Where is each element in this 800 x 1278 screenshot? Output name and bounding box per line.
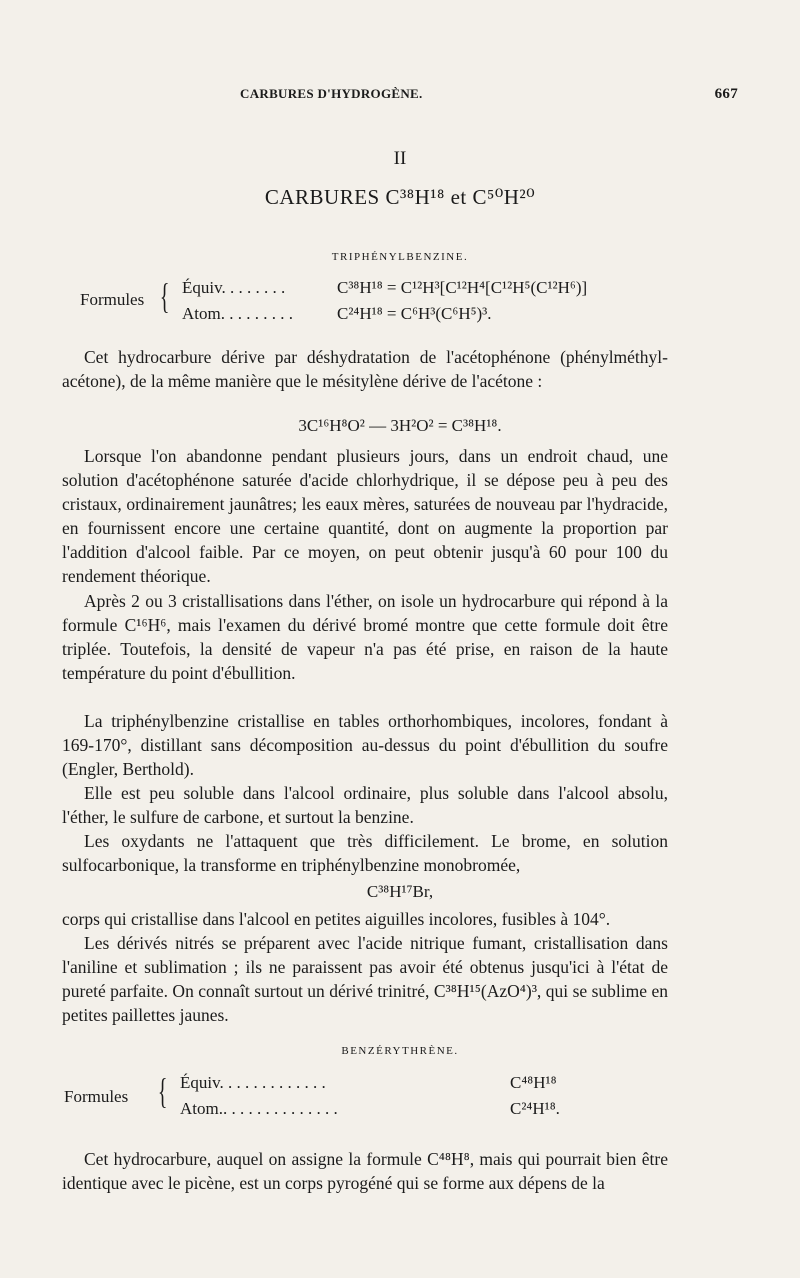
- paragraph-derivation: Cet hydrocarbure dérive par déshydratation de l'acétophénone (phénylméthyl-acétone), de la même manière que le mésitylène dérive de l'acétone :: [62, 347, 668, 391]
- formula-value-equiv: C⁴⁸H¹⁸: [510, 1073, 557, 1092]
- formulas-label: Formules: [80, 290, 145, 309]
- paragraph-properties: La triphénylbenzine cristallise en tables orthorhombiques, incolores, fondant à 169-170°, distillant sans décomposition au-dessus du point d'ébullition du soufre (Engler, Berthold).: [62, 711, 668, 779]
- triphenylbenzine-formulas: [80, 278, 720, 338]
- paragraph-bromo-crystals: corps qui cristallise dans l'alcool en petites aiguilles incolores, fusibles à 104°.: [62, 909, 611, 929]
- paragraph-crystallisation: Après 2 ou 3 cristallisations dans l'éther, on isole un hydrocarbure qui répond à la formule C¹⁶H⁶, mais l'examen du dérivé bromé montre que cette formule doit être triplée. Toutefois, la densité de vapeur n'a pas été prise, en raison de la haute température du point d'ébullition.: [62, 591, 668, 683]
- formula-label-atom: Atom.. . . . . . . . . . . . . .: [180, 1099, 338, 1118]
- formula-label-equiv: Équiv. . . . . . . . . . . . .: [180, 1073, 326, 1092]
- running-title: CARBURES D'HYDROGÈNE.: [240, 86, 423, 101]
- formula-row-atom: [180, 1099, 560, 1119]
- benzerythrene-formulas: [64, 1073, 724, 1129]
- formula-bromo: C³⁸H¹⁷Br,: [366, 882, 434, 901]
- formula-row-equiv: [180, 1073, 557, 1093]
- equation-condensation: 3C¹⁶H⁸O² — 3H²O² = C³⁸H¹⁸.: [298, 416, 502, 435]
- paragraph-benzerythrene: Cet hydrocarbure, auquel on assigne la formule C⁴⁸H⁸, mais qui pourrait bien être identique avec le picène, est un corps pyrogéné qui se forme aux dépens de la: [62, 1149, 668, 1193]
- paragraph-solubility: Elle est peu soluble dans l'alcool ordinaire, plus soluble dans l'alcool absolu, l'éther, le sulfure de carbone, et surtout la benzine.: [62, 783, 668, 827]
- formulas-label: Formules: [64, 1087, 129, 1106]
- paragraph-preparation: Lorsque l'on abandonne pendant plusieurs jours, dans un endroit chaud, une solution d'acétophénone saturée d'acide chlorhydrique, il se dépose peu à peu des cristaux, ordinairement jaunâtres; les eaux mères, saturées de nouveau par l'hydracide, en fournissent encore une certaine quantité, dont on augmente la proportion par l'addition d'alcool faible. Par ce moyen, on peut obtenir jusqu'à 60 pour 100 du rendement théorique.: [62, 446, 668, 586]
- triphenylbenzine-heading: TRIPHÉNYLBENZINE.: [331, 251, 469, 263]
- paragraph-nitro-derivatives: Les dérivés nitrés se préparent avec l'acide nitrique fumant, cristallisation dans l'aniline et sublimation ; ils ne paraissent pas avoir été obtenus jusqu'ici à l'état de pureté parfaite. On connaît surtout un dérivé trinitré, C³⁸H¹⁵(AzO⁴)³, qui se sublime en petites paillettes jaunes.: [62, 933, 668, 1025]
- section-title: CARBURES C³⁸H¹⁸ et C⁵⁰H²⁰: [264, 185, 536, 209]
- section-number: II: [393, 148, 407, 169]
- formula-value-atom: C²⁴H¹⁸ = C⁶H³(C⁶H⁵)³.: [337, 304, 492, 323]
- page-number: 667: [714, 86, 738, 102]
- formula-row-equiv: [182, 278, 588, 298]
- brace-glyph: {: [159, 276, 170, 316]
- formula-row-atom: [182, 304, 492, 324]
- running-header: [120, 86, 738, 108]
- formula-value-equiv: C³⁸H¹⁸ = C¹²H³[C¹²H⁴[C¹²H⁵(C¹²H⁶)]: [337, 278, 588, 297]
- formula-label-atom: Atom. . . . . . . . .: [182, 304, 293, 323]
- formula-value-atom: C²⁴H¹⁸.: [510, 1099, 560, 1118]
- brace-glyph: {: [157, 1071, 168, 1111]
- formula-label-equiv: Équiv. . . . . . . .: [182, 278, 286, 297]
- paragraph-oxidants: Les oxydants ne l'attaquent que très difficilement. Le brome, en solution sulfocarbonique, la transforme en triphénylbenzine monobromée,: [62, 831, 668, 875]
- benzerythrene-heading: BENZÉRYTHRÈNE.: [341, 1045, 459, 1057]
